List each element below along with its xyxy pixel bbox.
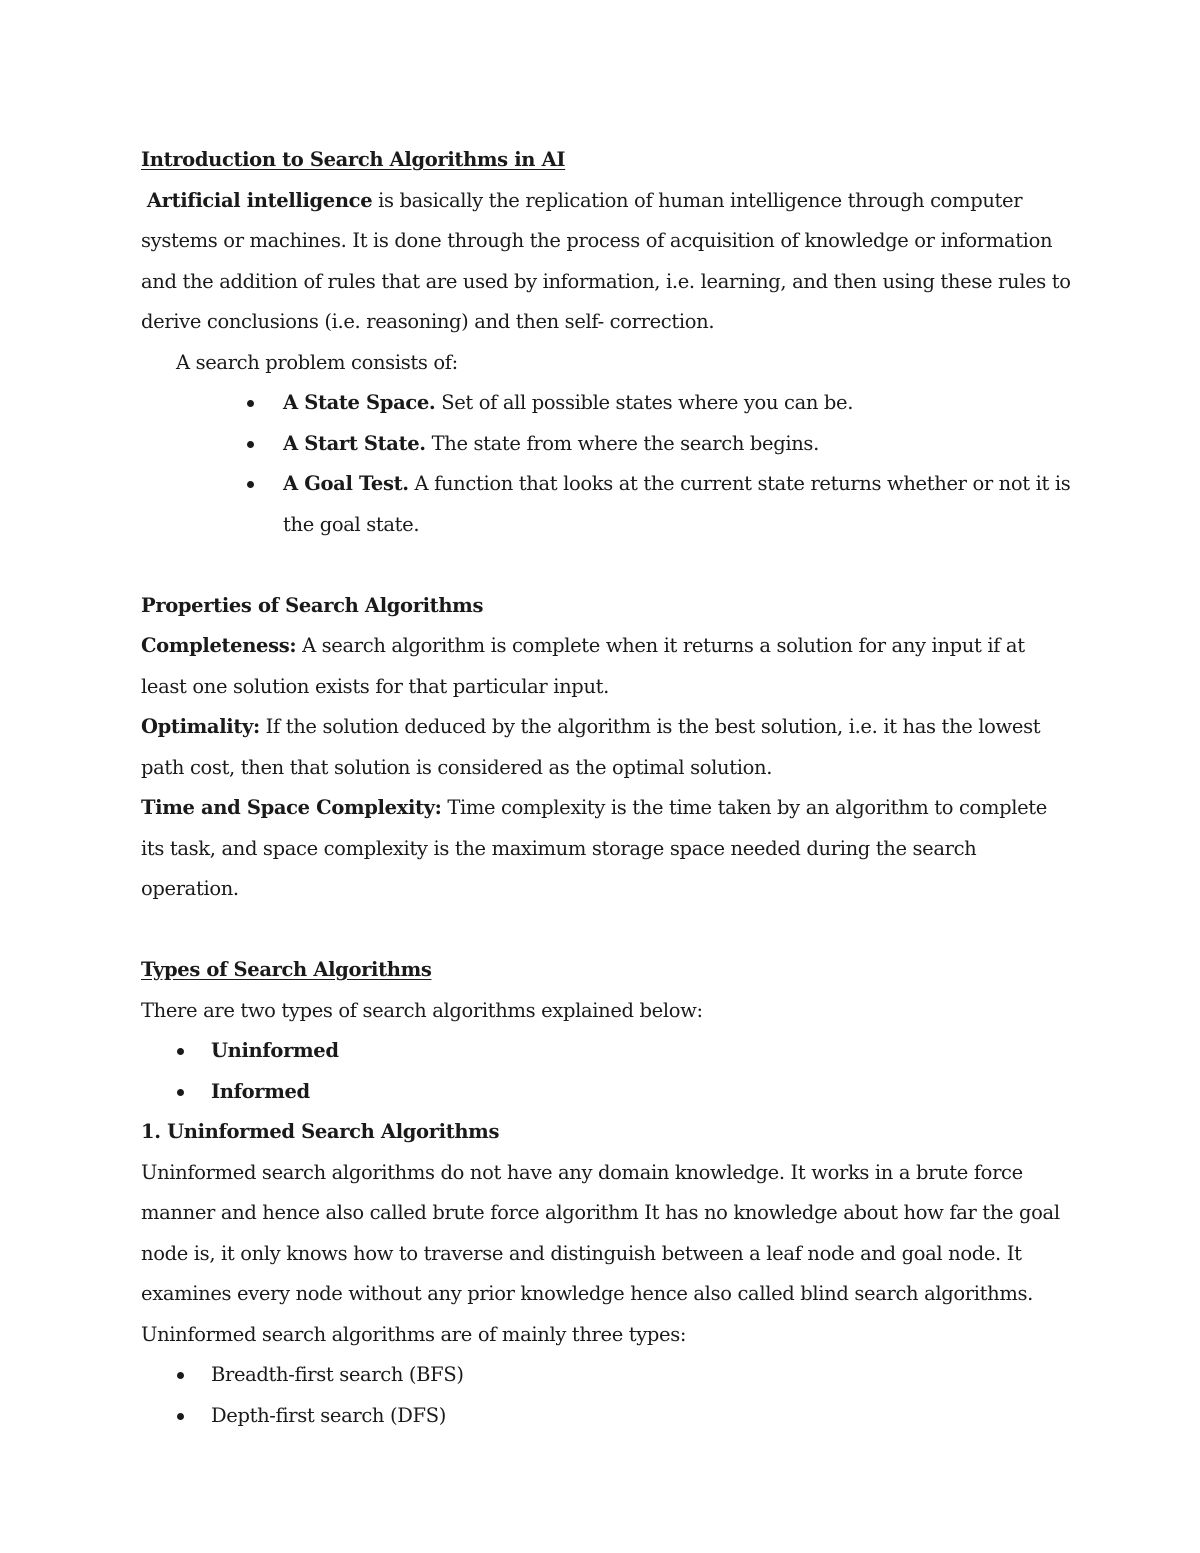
list-item	[141, 1072, 1071, 1113]
types-list	[141, 1031, 1071, 1112]
spacer	[141, 545, 1071, 586]
property-text: Time complexity is the time taken by an algorithm to complete its task, and space complexity is the maximum storage space needed during the search operation.	[141, 796, 1047, 900]
property-complexity	[141, 788, 1071, 910]
uninformed-types-intro: Uninformed search algorithms are of mainly three types:	[141, 1322, 687, 1346]
list-item	[141, 424, 1071, 465]
spacer	[141, 910, 1071, 951]
property-completeness	[141, 626, 1071, 707]
properties-heading: Properties of Search Algorithms	[141, 593, 484, 617]
list-item-text: The state from where the search begins.	[425, 431, 819, 455]
document-body	[141, 140, 1071, 1436]
uninformed-heading: 1. Uninformed Search Algorithms	[141, 1120, 500, 1143]
list-item-term: A Start State.	[283, 431, 426, 455]
list-item-label: Informed	[211, 1079, 310, 1103]
list-item-text: A function that looks at the current state returns whether or not it is the goal state.	[283, 472, 1071, 536]
types-intro: There are two types of search algorithms explained below:	[141, 998, 703, 1022]
search-problem-list	[141, 383, 1071, 545]
types-heading: Types of Search Algorithms	[141, 958, 432, 981]
intro-term: Artificial intelligence	[146, 188, 373, 212]
search-problem-intro: A search problem consists of:	[176, 350, 458, 374]
property-text: If the solution deduced by the algorithm is the best solution, i.e. it has the lowest path cost, then that solution is considered as the optimal solution.	[141, 715, 1041, 779]
intro-text: is basically the replication of human intelligence through computer systems or machines. It is done through the process of acquisition of knowledge or information and the addition of rules that are used by information, i.e. learning, and then using these rules to derive conclusions (i.e. reasoning) and then self- correction.	[141, 188, 1071, 333]
list-item	[141, 383, 1071, 424]
list-item: Breadth-first search (BFS)	[141, 1355, 1071, 1396]
property-text: A search algorithm is complete when it returns a solution for any input if at least one solution exists for that particular input.	[141, 634, 1025, 698]
list-item-term: A State Space.	[283, 391, 436, 414]
uninformed-types-list	[141, 1355, 1071, 1436]
property-term: Time and Space Complexity:	[141, 796, 442, 819]
list-item-text: Set of all possible states where you can be.	[435, 391, 854, 414]
property-term: Optimality:	[141, 715, 260, 738]
property-term: Completeness:	[141, 634, 297, 657]
list-item: Depth-first search (DFS)	[141, 1396, 1071, 1437]
uninformed-paragraph: Uninformed search algorithms do not have any domain knowledge. It works in a brute force manner and hence also called brute force algorithm It has no knowledge about how far the goal node is, it only knows how to traverse and distinguish between a leaf node and goal node. It examines every node without any prior knowledge hence also called blind search algorithms.	[141, 1160, 1060, 1305]
list-item	[141, 1031, 1071, 1072]
list-item-term: A Goal Test.	[283, 472, 409, 495]
list-item	[141, 464, 1071, 545]
list-item-label: Uninformed	[211, 1039, 339, 1062]
intro-paragraph	[141, 181, 1071, 343]
intro-heading: Introduction to Search Algorithms in AI	[141, 148, 566, 171]
property-optimality	[141, 707, 1071, 788]
